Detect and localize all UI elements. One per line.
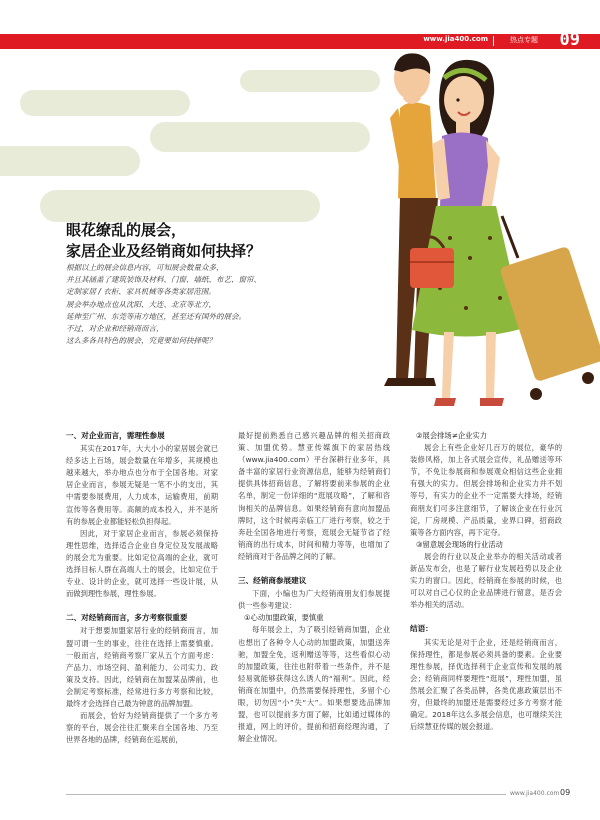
footer-page-number: 09 [560, 788, 571, 797]
cloud-shape [40, 190, 320, 222]
intro-line: 展会举办地点也从沈阳、大连、北京等北方， [66, 299, 216, 309]
subsection-heading: ②展会排场≠企业实力 [416, 431, 488, 440]
header-divider [493, 36, 494, 46]
paragraph: 最好提前熟悉自己感兴趣品牌的相关招商政策、加盟优势。慧亚传媒旗下的家居热线（www.jia400.com）平台深耕行业多年，具备丰富的家居行业资源信息，能够为经销商们提供具体招商信息，了解将要前来参展的企业名单，制定一份详细的“逛展攻略”，了解和咨询相关的品牌信息。如果经销商有意向加盟品牌时，这个时候再亲临工厂进行考察，较之于奔赴全国各地进行考察，逛展会无疑节省了经销商的出行成本，时间和精力等等，也增加了经销商对于各品牌之间的了解。 [238, 431, 390, 561]
paragraph: 展会的行业以及企业举办的相关活动或者新品发布会，也是了解行业发展趋势以及企业实力的窗口。因此，经销商在参展的时候，也可以对自己心仪的企业品牌进行留意，是否会举办相关的活动。 [410, 551, 562, 610]
section-heading: 二、对经销商而言，多方考察很重要 [66, 613, 188, 623]
paragraph: 其实无论是对于企业，还是经销商而言，保持理性，都是参展必须具备的要素。企业要理性参展，择优选择利于企业宣传和发展的展会；经销商同样要理性“逛展”，理性加盟，虽然展会汇聚了各类品牌，各类优惠政策层出不穷，但最终的加盟还是需要经过多方考察才能确定。2018年这么多展会信息，也可继续关注后续慧亚传媒的展会报道。 [410, 637, 562, 732]
article-intro [66, 262, 316, 347]
intro-line: 根据以上的展会信息内容，可知展会数量众多， [66, 263, 224, 272]
cloud-shape [150, 122, 370, 152]
cloud-shape [20, 90, 190, 116]
paragraph: 其实在2017年，大大小小的家居展会就已经多达上百场，展会数量在年增多，其规模也越来越大，举办地点也分布于全国各地。对家居企业而言，参展无疑是一笔不小的支出，其中需要参展费用，人力成本，运输费用，前期宣传等各费用等。高额的成本投入，并不是所有的参展企业都能轻松负担得起。 [66, 444, 218, 526]
suitcase-icon [499, 216, 600, 400]
paragraph: 下面，小编也为广大经销商朋友们参展提供一些参考建议： [238, 589, 390, 611]
subsection-heading: ③留意展会现场的行业活动 [416, 539, 503, 549]
paragraph: 而展会，恰好为经销商提供了一个多方考察的平台，展会往往汇聚来自全国各地、乃至世界各地的品牌，经销商在巡展前， [66, 711, 218, 745]
header-page-number: 09 [559, 30, 580, 50]
title-line-2: 家居企业及经销商如何抉择？ [66, 242, 262, 260]
subsection-heading: ①心动加盟政策，要慎重 [244, 613, 324, 623]
title-line-1: 眼花缭乱的展会， [66, 221, 187, 239]
intro-line: 定制家居 / 衣柜、家具机械等各类家居范围。 [66, 287, 216, 297]
header-section: 热点专题 [510, 36, 538, 44]
paragraph: 展会上有些企业好几百万的展位，豪华的装修风格，加上各式展会宣传，礼品赠送等环节，不免让参展商和参展观众相信这些企业拥有强大的实力。但展会排场和企业实力并不划等号，有实力的企业不一定需要大排场，经销商朋友们可多注意细节，了解该企业在行业沉淀，厂房规模、产品质量，业界口碑，招商政策等各方面内容，再下定夺。 [410, 443, 562, 537]
header-site: www.jia400.com [423, 35, 488, 43]
article-column-1 [66, 430, 218, 746]
article-title [66, 220, 346, 262]
footer-url: www.jia400.com [510, 790, 560, 797]
paragraph: 对于想要加盟家居行业的经销商而言，加盟可谓一生的事业，往往在选择上需要慎重。一般而言，经销商考察厂家从五个方面考虑：产品力、市场空间、盈利能力、公司实力、政策及支持。因此，经销商在加盟某品牌前，也会制定考察标准，经常进行多方考察和比较，最终才会选择自己最为钟意的品牌加盟。 [66, 626, 218, 708]
article-column-2 [238, 430, 390, 745]
intro-line: 延伸至广州、东莞等南方地区，甚至还有国外的展会。 [66, 311, 246, 321]
header-bar [0, 30, 600, 50]
intro-line: 不过，对企业和经销商而言， [66, 324, 164, 334]
paragraph: 因此，对于家居企业而言，参展必须保持理性思维，选择适合企业自身定位及发展战略的展会尤为重要。比如定位高端的企业，就可选择目标人群在高端人士的展会，比如定位于专业、设计的企业，就可选择一些设计展，从而做到理性参展，理性参展。 [66, 528, 218, 599]
cloud-shape [0, 146, 140, 176]
section-heading: 一、对企业而言，需理性参展 [66, 431, 165, 440]
man-figure [384, 53, 438, 386]
section-heading: 三、经销商参展建议 [238, 576, 307, 586]
intro-line: 这么多各具特色的展会，究竟要如何抉择呢？ [66, 336, 216, 346]
intro-line: 并且其涵盖了建筑装饰及材料、门窗、墙纸、布艺、窗帘、 [66, 275, 261, 285]
paragraph: 每年展会上，为了吸引经销商加盟，企业也想出了各种令人心动的加盟政策，加盟送奔驰，加盟全免，返利赠送等等，这些看似心动的加盟政策，往往也附带着一些条件，并不是轻易就能够获得这么诱人的“福利”。因此，经销商在加盟中，仍然需要保持理性，多留个心眼，切勿因“小”失“大”。如果想要选品牌加盟，也可以提前多方面了解，比如通过媒体的报道，网上的评价，提前和招商经理沟通，了解企业情况。 [238, 625, 390, 744]
section-heading: 结语： [410, 624, 433, 634]
couple-with-suitcase-illustration [340, 48, 600, 438]
article-column-3 [410, 430, 562, 733]
footer-divider [66, 794, 506, 795]
